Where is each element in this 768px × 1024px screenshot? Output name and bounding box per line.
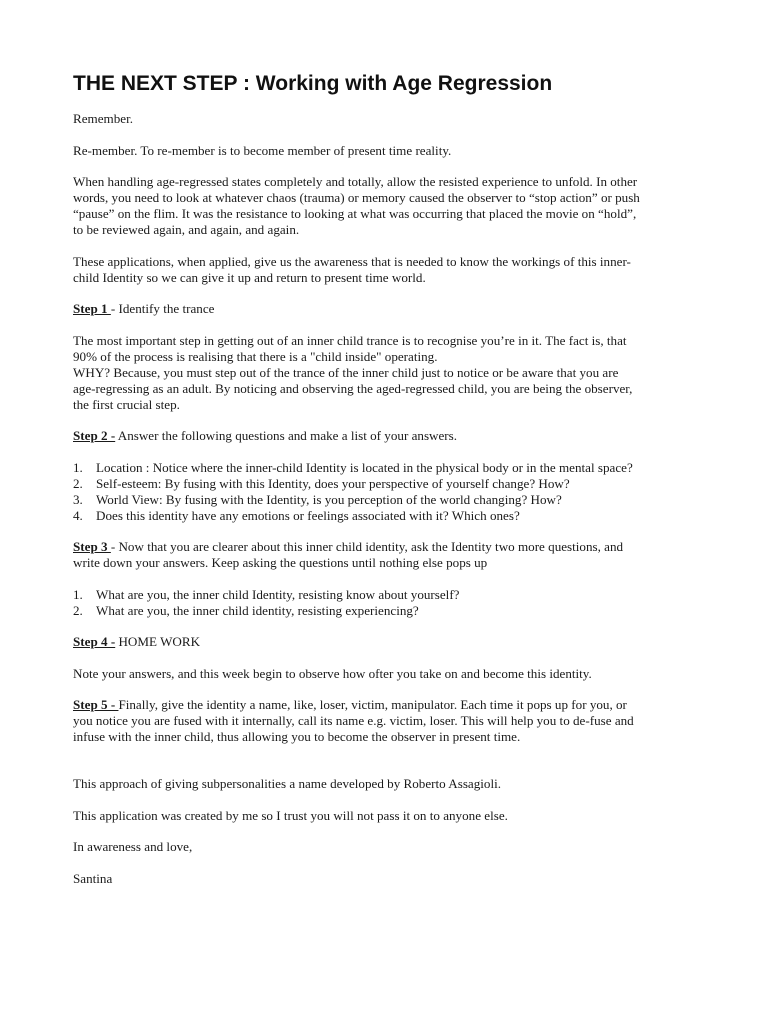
list-number: 4. <box>73 507 83 523</box>
step1-title: - Identify the trance <box>110 301 215 316</box>
step2-heading <box>73 428 698 444</box>
handling-paragraph <box>73 174 698 238</box>
page-title: THE NEXT STEP : Working with Age Regression <box>73 72 553 95</box>
list-number: 2. <box>73 475 83 491</box>
paragraph-line: to be reviewed again, and again, and again. <box>73 222 300 237</box>
paragraph-line: age-regressing as an adult. By noticing and observing the aged-regressed child, you are being the observer, <box>73 380 633 396</box>
list-text: World View: By fusing with the Identity, is you perception of the world changing? How? <box>96 491 562 507</box>
list-item <box>73 603 698 619</box>
step3-title: - Now that you are clearer about this inner child identity, ask the Identity two more questions, and <box>110 539 624 554</box>
step5-paragraph <box>73 697 698 745</box>
paragraph-line: These applications, when applied, give us the awareness that is needed to know the workings of this inner- <box>73 253 631 269</box>
list-text: Location : Notice where the inner-child Identity is located in the physical body or in the mental space? <box>96 459 633 475</box>
step1-heading <box>73 301 698 317</box>
step2-title: Answer the following questions and make a list of your answers. <box>115 428 458 443</box>
paragraph-line: 90% of the process is realising that there is a "child inside" operating. <box>73 348 438 364</box>
list-number: 1. <box>73 459 83 475</box>
paragraph-line: “pause” on the flim. It was the resistance to looking at what was occurring that placed the movie on “hold”, <box>73 206 637 221</box>
document-body <box>73 111 698 902</box>
list-number: 3. <box>73 491 83 507</box>
closing-line: In awareness and love, <box>73 839 193 854</box>
paragraph-line <box>73 539 698 555</box>
step3-question-list <box>73 587 698 619</box>
signature: Santina <box>73 870 113 886</box>
paragraph-line: When handling age-regressed states completely and totally, allow the resisted experience to unfold. In other <box>73 174 638 189</box>
remember-definition: Re-member. To re-member is to become member of present time reality. <box>73 142 452 158</box>
step4-paragraph: Note your answers, and this week begin to observe how ofter you take on and become this identity. <box>73 665 592 681</box>
paragraph-line: The most important step in getting out of an inner child trance is to recognise you’re in it. The fact is, that <box>73 332 627 348</box>
list-text: Does this identity have any emotions or feelings associated with it? Which ones? <box>96 507 520 523</box>
step2-question-list <box>73 460 698 524</box>
paragraph-line: child Identity so we can give it up and return to present time world. <box>73 269 426 285</box>
paragraph-line: words, you need to look at whatever chaos (trauma) or memory caused the observer to “stop action” or push <box>73 190 640 205</box>
applications-paragraph <box>73 254 698 286</box>
step2-label: Step 2 - <box>73 428 116 443</box>
paragraph-line: the first crucial step. <box>73 396 180 412</box>
remember-line: Remember. <box>73 111 133 126</box>
approach-note: This approach of giving subpersonalities a name developed by Roberto Assagioli. <box>73 776 502 791</box>
list-number: 2. <box>73 602 83 618</box>
spacer <box>73 761 698 777</box>
list-item <box>73 492 698 508</box>
step5-label: Step 5 - <box>73 697 119 712</box>
step4-title: HOME WORK <box>115 634 201 649</box>
list-number: 1. <box>73 586 83 602</box>
paragraph-line: you notice you are fused with it internally, call its name e.g. victim, loser. This will help you to de-fuse and <box>73 713 634 728</box>
list-text: Self-esteem: By fusing with this Identity, does your perspective of yourself change? How? <box>96 475 570 491</box>
list-item <box>73 508 698 524</box>
step1-label: Step 1 <box>73 301 111 316</box>
list-text: What are you, the inner child identity, resisting experiencing? <box>96 602 419 618</box>
paragraph-line: infuse with the inner child, thus allowing you to become the observer in present time. <box>73 729 521 744</box>
application-note: This application was created by me so I trust you will not pass it on to anyone else. <box>73 807 508 823</box>
step3-label: Step 3 <box>73 539 111 554</box>
paragraph-line <box>73 697 698 713</box>
step3-paragraph <box>73 539 698 571</box>
paragraph-line: write down your answers. Keep asking the questions until nothing else pops up <box>73 555 488 570</box>
list-item <box>73 587 698 603</box>
list-text: What are you, the inner child Identity, resisting know about yourself? <box>96 586 460 602</box>
list-item <box>73 476 698 492</box>
step5-title: Finally, give the identity a name, like, loser, victim, manipulator. Each time it pops up for you, or <box>118 697 627 712</box>
list-item <box>73 460 698 476</box>
paragraph-line: WHY? Because, you must step out of the trance of the inner child just to notice or be aware that you are <box>73 364 619 380</box>
step1-paragraph <box>73 333 698 413</box>
step4-label: Step 4 - <box>73 634 116 649</box>
step4-heading <box>73 634 698 650</box>
